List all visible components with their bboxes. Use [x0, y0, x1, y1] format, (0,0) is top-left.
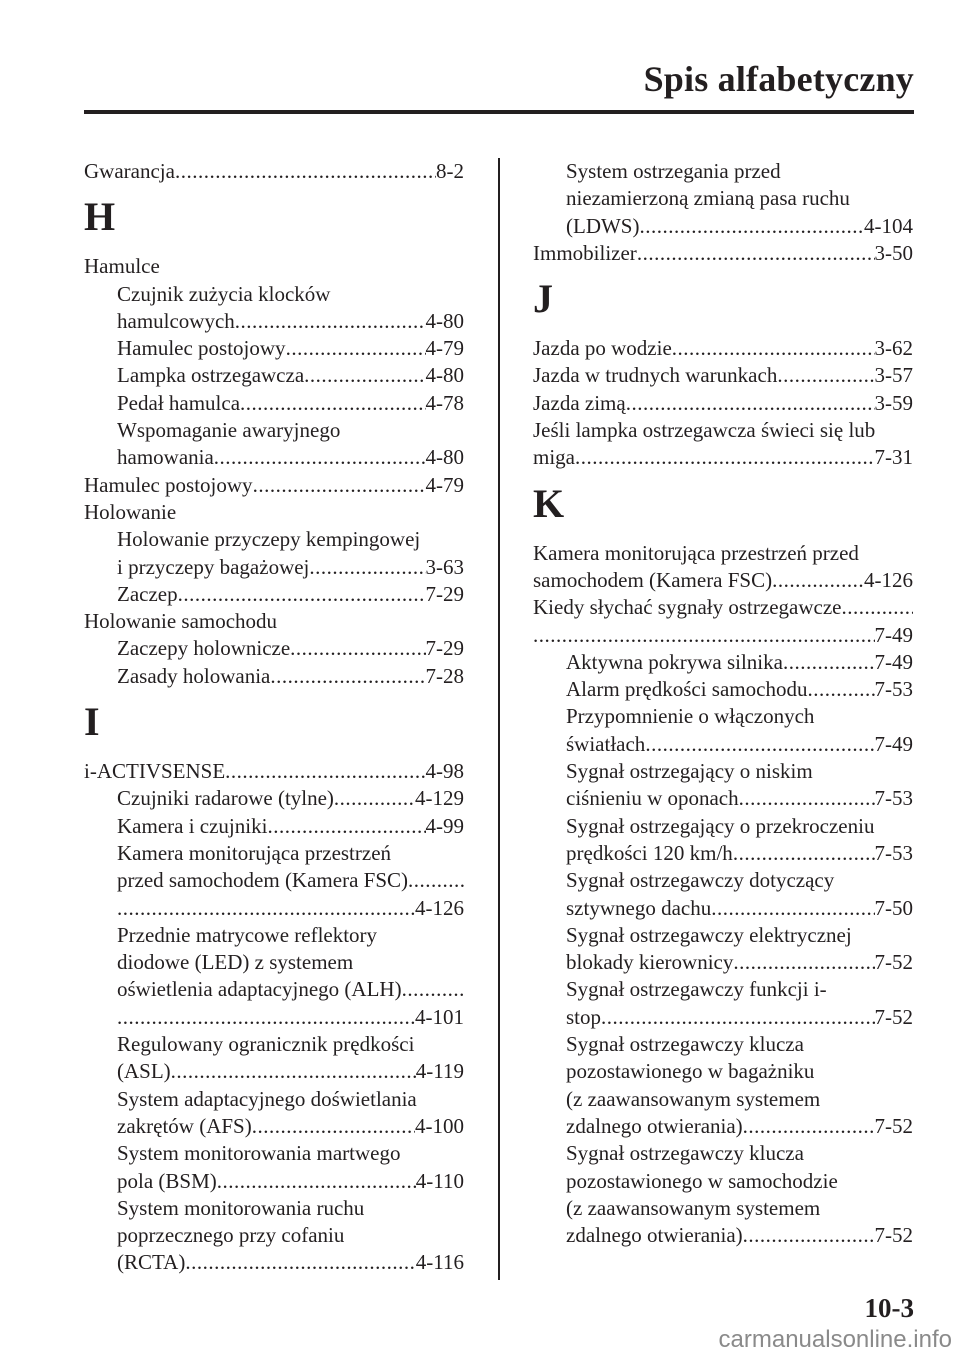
index-entry [533, 567, 913, 594]
index-entry-text: Kamera monitorująca przestrzeń przed [533, 540, 859, 565]
dot-leader [739, 785, 875, 812]
index-entry-page: 4-116 [415, 1250, 464, 1275]
dot-leader [304, 362, 425, 389]
index-entry-page: 7-50 [874, 895, 913, 920]
index-entry [533, 976, 913, 1003]
index-entry-text: Lampka ostrzegawcza [117, 363, 305, 388]
dot-leader [171, 1058, 416, 1085]
index-section-letter: H [84, 194, 116, 240]
index-entry-text: miga [533, 445, 575, 470]
dot-leader [309, 554, 425, 581]
dot-leader [711, 895, 874, 922]
index-entry-text: (RCTA) [117, 1250, 186, 1275]
dot-leader [178, 581, 426, 608]
index-entry [533, 1195, 913, 1222]
index-entry [533, 758, 913, 785]
index-entry-page: 4-101 [415, 1004, 464, 1029]
index-entry-page: 7-49 [874, 649, 913, 674]
dot-leader [672, 335, 875, 362]
dot-leader [743, 1222, 875, 1249]
index-entry-text: Zasady holowania [117, 663, 271, 688]
index-entry-page: 4-80 [425, 445, 464, 470]
index-entry [84, 1058, 464, 1085]
dot-leader [533, 622, 875, 649]
index-entry-text: Przypomnienie o włączonych [566, 704, 815, 729]
index-entry-text: ciśnieniu w oponach [566, 786, 739, 811]
index-entry-text: stop [566, 1004, 602, 1029]
index-entry [533, 1031, 913, 1058]
index-entry [84, 922, 464, 949]
dot-leader [626, 390, 875, 417]
index-entry-text: i przyczepy bagażowej [117, 554, 310, 579]
index-entry-text: Czujnik zużycia klocków [117, 281, 331, 306]
index-entry [84, 1113, 464, 1140]
index-entry-page: 4-126 [415, 895, 464, 920]
index-entry-page: 7-53 [874, 677, 913, 702]
index-entry-text: oświetlenia adaptacyjnego (ALH) [117, 977, 402, 1002]
index-entry [533, 1222, 913, 1249]
index-entry-page: 4-80 [425, 363, 464, 388]
index-entry [84, 1168, 464, 1195]
dot-leader [408, 867, 464, 894]
index-entry-text: Wspomaganie awaryjnego [117, 418, 341, 443]
index-entry [533, 335, 913, 362]
index-entry [533, 895, 913, 922]
index-entry [533, 240, 913, 267]
dot-leader [286, 335, 426, 362]
index-entry [84, 1140, 464, 1167]
index-section-letter: K [533, 480, 565, 526]
index-entry-text: Kiedy słychać sygnały ostrzegawcze [533, 595, 842, 620]
index-entry-text: Pedał hamulca [117, 390, 241, 415]
index-entry-page: 3-57 [874, 363, 913, 388]
dot-leader [235, 308, 426, 335]
index-entry-page: 7-28 [425, 663, 464, 688]
dot-leader [252, 1113, 415, 1140]
header-rule [84, 110, 914, 114]
dot-leader [841, 594, 913, 621]
index-entry-text: Hamulec postojowy [117, 336, 286, 361]
dot-leader [783, 649, 875, 676]
index-entry-page: 4-119 [415, 1059, 464, 1084]
index-entry-text: Hamulec postojowy [84, 472, 253, 497]
index-entry-text: System monitorowania martwego [117, 1141, 401, 1166]
index-entry-page: 4-110 [415, 1168, 464, 1193]
index-entry [533, 949, 913, 976]
index-entry [533, 813, 913, 840]
index-entry-text: Sygnał ostrzegawczy dotyczący [566, 868, 835, 893]
index-entry-page: 4-129 [415, 786, 464, 811]
index-entry-text: zakrętów (AFS) [117, 1113, 252, 1138]
index-entry [84, 417, 464, 444]
index-entry-text: System monitorowania ruchu [117, 1195, 365, 1220]
index-entry-text: diodowe (LED) z systemem [117, 950, 354, 975]
index-column-right [533, 158, 913, 1249]
index-entry-text: Sygnał ostrzegawczy funkcji i- [566, 977, 827, 1002]
index-entry [533, 362, 913, 389]
index-entry [84, 308, 464, 335]
index-entry [533, 185, 913, 212]
dot-leader [217, 1168, 416, 1195]
dot-leader [743, 1113, 875, 1140]
index-entry [533, 1058, 913, 1085]
index-entry-text: Gwarancja [84, 159, 175, 183]
dot-leader [117, 1004, 415, 1031]
index-entry [84, 949, 464, 976]
index-entry [84, 1249, 464, 1276]
index-entry [533, 1004, 913, 1031]
index-entry-text: System adaptacyjnego doświetlania [117, 1086, 417, 1111]
index-entry [533, 417, 913, 444]
index-entry-page: 7-53 [874, 786, 913, 811]
index-entry [84, 867, 464, 894]
dot-leader [267, 813, 425, 840]
index-entry-text: Jeśli lampka ostrzegawcza świeci się lub [533, 418, 876, 443]
index-entry-page: 7-52 [874, 1113, 913, 1138]
index-entry [533, 594, 913, 621]
index-entry [84, 785, 464, 812]
index-entry [533, 390, 913, 417]
dot-leader [575, 444, 875, 471]
index-entry [533, 1168, 913, 1195]
index-entry-text: poprzecznego przy cofaniu [117, 1223, 345, 1248]
index-entry-text: hamowania [117, 445, 214, 470]
index-section-letter: J [533, 276, 553, 322]
index-entry [533, 1113, 913, 1140]
index-entry-text: Jazda w trudnych warunkach [533, 363, 778, 388]
dot-leader [637, 240, 875, 267]
index-entry [84, 758, 464, 785]
index-entry-text: (ASL) [117, 1059, 171, 1084]
index-entry-text: Jazda po wodzie [533, 336, 672, 361]
index-entry-text: Jazda zimą [533, 390, 626, 415]
index-entry-page: 4-100 [415, 1113, 464, 1138]
index-entry-text: Zaczep [117, 581, 178, 606]
dot-leader [777, 362, 874, 389]
index-entry [84, 362, 464, 389]
index-entry [533, 444, 913, 471]
index-entry-text: Kamera i czujniki [117, 813, 268, 838]
index-entry-text: prędkości 120 km/h [566, 840, 733, 865]
index-entry [84, 526, 464, 553]
index-entry-text: Kamera monitorująca przestrzeń [117, 840, 392, 865]
dot-leader [772, 567, 864, 594]
index-entry-text: niezamierzoną zmianą pasa ruchu [566, 186, 850, 211]
index-entry-text: Sygnał ostrzegawczy elektrycznej [566, 922, 852, 947]
index-entry [533, 1140, 913, 1167]
dot-leader [402, 976, 464, 1003]
index-entry-page: 4-98 [425, 759, 464, 784]
index-entry-text: pozostawionego w samochodzie [566, 1168, 838, 1193]
index-entry-page: 7-52 [874, 1223, 913, 1248]
index-entry [84, 663, 464, 690]
index-entry-page: 3-62 [874, 336, 913, 361]
index-entry [533, 540, 913, 567]
index-entry-text: sztywnego dachu [566, 895, 712, 920]
index-entry [84, 581, 464, 608]
index-entry [84, 840, 464, 867]
index-entry-text: zdalnego otwierania) [566, 1113, 743, 1138]
index-entry-page: 4-80 [425, 308, 464, 333]
index-entry [84, 390, 464, 417]
dot-leader [175, 158, 436, 185]
index-entry [533, 867, 913, 894]
index-entry-page: 3-50 [874, 240, 913, 265]
index-entry-text: Sygnał ostrzegający o niskim [566, 759, 813, 784]
page-title: Spis alfabetyczny [643, 59, 914, 99]
index-entry-text: Aktywna pokrywa silnika [566, 649, 783, 674]
index-entry [533, 840, 913, 867]
index-entry-page: 4-104 [864, 213, 913, 238]
index-entry-text: Sygnał ostrzegawczy klucza [566, 1032, 804, 1057]
index-entry-text: blokady kierownicy [566, 950, 734, 975]
index-entry [84, 499, 464, 526]
dot-leader [807, 676, 874, 703]
index-entry-text: (z zaawansowanym systemem [566, 1195, 821, 1220]
index-entry-text: światłach [566, 731, 646, 756]
index-entry-text: Zaczepy holownicze [117, 636, 291, 661]
index-entry-text: Przednie matrycowe reflektory [117, 922, 378, 947]
index-entry-page: 7-52 [874, 1004, 913, 1029]
index-entry-text: (z zaawansowanym systemem [566, 1086, 821, 1111]
index-entry-text: Holowanie przyczepy kempingowej [117, 527, 421, 552]
index-entry [533, 213, 913, 240]
index-entry [533, 622, 913, 649]
index-entry-text: Holowanie [84, 499, 177, 524]
index-entry [84, 635, 464, 662]
dot-leader [240, 390, 425, 417]
index-entry-text: System ostrzegania przed [566, 159, 781, 183]
index-entry [84, 1086, 464, 1113]
index-entry [84, 1195, 464, 1222]
index-entry-page: 7-29 [425, 581, 464, 606]
index-column-left [84, 158, 464, 1277]
index-entry [84, 608, 464, 635]
index-entry-text: pola (BSM) [117, 1168, 217, 1193]
index-entry-page: 4-78 [425, 390, 464, 415]
index-entry [533, 649, 913, 676]
index-entry-page: 3-63 [425, 554, 464, 579]
index-entry [84, 554, 464, 581]
index-entry-text: Holowanie samochodu [84, 609, 278, 634]
index-entry-text: Sygnał ostrzegawczy klucza [566, 1141, 804, 1166]
index-entry [84, 813, 464, 840]
index-entry-text: pozostawionego w bagażniku [566, 1059, 815, 1084]
index-entry-text: Czujniki radarowe (tylne) [117, 786, 334, 811]
dot-leader [290, 635, 425, 662]
index-entry-text: Sygnał ostrzegający o przekroczeniu [566, 813, 875, 838]
index-entry [84, 335, 464, 362]
index-entry-page: 4-79 [425, 472, 464, 497]
index-entry [84, 158, 464, 185]
index-entry-text: przed samochodem (Kamera FSC) [117, 868, 408, 893]
index-entry-page: 4-126 [864, 567, 913, 592]
index-entry-text: Alarm prędkości samochodu [566, 677, 808, 702]
index-entry [84, 1031, 464, 1058]
index-entry-page: 8-2 [436, 159, 464, 183]
dot-leader [117, 895, 415, 922]
index-entry-text: samochodem (Kamera FSC) [533, 567, 773, 592]
index-entry [533, 158, 913, 185]
index-entry-page: 7-52 [874, 950, 913, 975]
index-entry [533, 1086, 913, 1113]
index-entry-text: Regulowany ogranicznik prędkości [117, 1032, 415, 1057]
index-entry-text: Hamulce [84, 254, 160, 279]
index-entry [84, 472, 464, 499]
index-entry-text: (LDWS) [566, 213, 640, 238]
index-entry-page: 7-49 [874, 731, 913, 756]
index-entry-text: hamulcowych [117, 308, 235, 333]
index-entry-page: 3-59 [874, 390, 913, 415]
index-entry-page: 7-29 [425, 636, 464, 661]
dot-leader [253, 472, 426, 499]
dot-leader [601, 1004, 874, 1031]
dot-leader [334, 785, 415, 812]
index-entry [84, 976, 464, 1003]
dot-leader [733, 949, 874, 976]
index-entry [84, 253, 464, 280]
watermark: carmanualsonline.info [718, 1326, 952, 1353]
dot-leader [733, 840, 875, 867]
index-section-letter: I [84, 699, 100, 745]
dot-leader [639, 213, 864, 240]
index-entry-text: zdalnego otwierania) [566, 1223, 743, 1248]
index-entry [533, 703, 913, 730]
index-entry [533, 922, 913, 949]
dot-leader [270, 663, 425, 690]
dot-leader [225, 758, 425, 785]
index-entry [84, 1222, 464, 1249]
dot-leader [214, 444, 426, 471]
index-entry [533, 676, 913, 703]
index-entry [533, 785, 913, 812]
dot-leader [645, 731, 874, 758]
index-entry-page: 7-53 [874, 840, 913, 865]
index-entry-text: i-ACTIVSENSE [84, 759, 226, 784]
index-entry-page: 4-79 [425, 336, 464, 361]
index-entry-page: 4-99 [425, 813, 464, 838]
index-entry-text: Immobilizer [533, 240, 637, 265]
index-entry-page: 7-31 [874, 445, 913, 470]
index-entry [84, 444, 464, 471]
index-entry [533, 731, 913, 758]
index-entry [84, 895, 464, 922]
page-number: 10-3 [864, 1293, 914, 1323]
dot-leader [185, 1249, 415, 1276]
index-entry [84, 1004, 464, 1031]
index-entry-page: 7-49 [874, 622, 913, 647]
index-entry [84, 281, 464, 308]
column-divider [498, 158, 500, 1280]
